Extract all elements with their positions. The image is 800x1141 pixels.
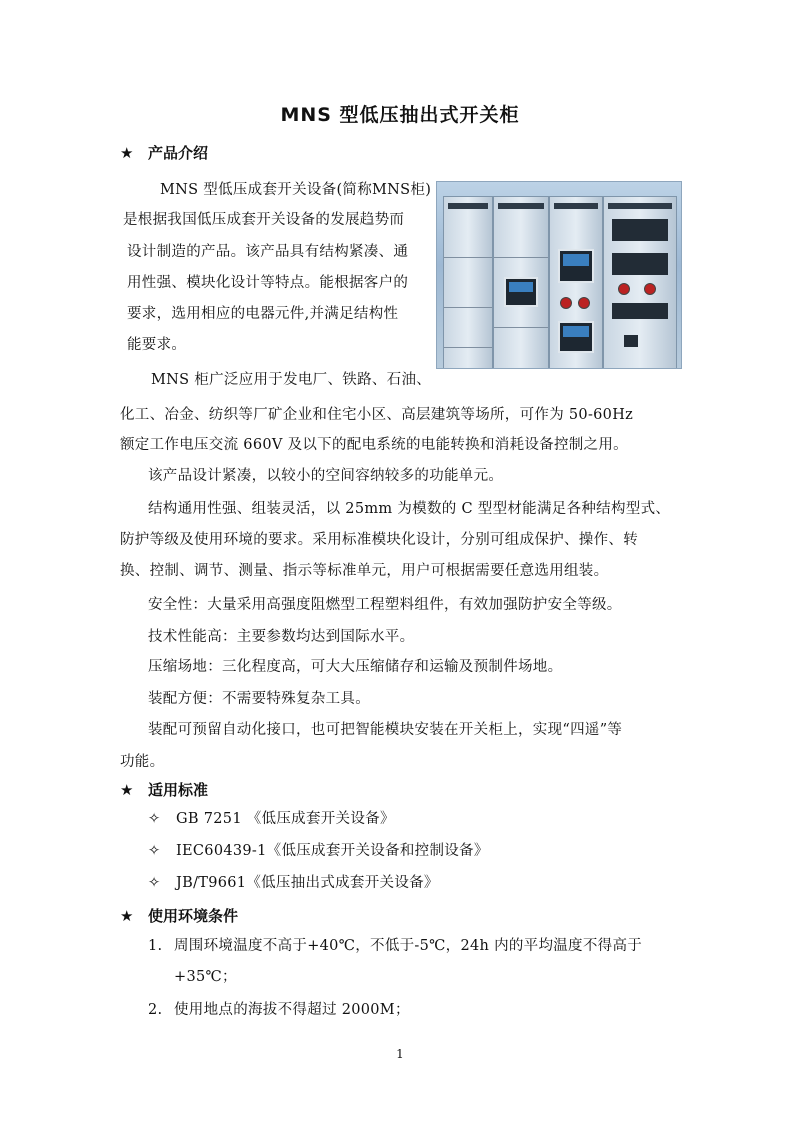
list-item-text: IEC60439-1《低压成套开关设备和控制设备》 [176,843,489,859]
switchgear-cabinet-photo [436,181,682,369]
page-title: MNS 型低压抽出式开关柜 [280,104,520,126]
item-text: +35℃； [174,969,237,985]
diamond-bullet-icon: ✧ [148,843,161,859]
control-module [612,303,668,319]
text-line: 要求，选用相应的电器元件,并满足结构性 [127,306,399,322]
text-line: 换、控制、调节、测量、指示等标准单元，用户可根据需要任意选用组装。 [120,563,609,579]
section-heading-label: 适用标准 [148,781,209,799]
text-line: 压缩场地：三化程度高，可大大压缩储存和运输及预制件场地。 [148,659,563,675]
section-heading-environment [120,905,238,926]
star-icon: ★ [120,781,134,799]
numbered-item [148,934,642,955]
cabinet-panel [443,196,493,369]
drawer-line [494,327,548,328]
list-item [148,871,439,892]
control-module [612,253,668,275]
section-heading-standards [120,779,208,800]
knob-icon [618,283,630,295]
drawer-line [444,307,492,308]
text-line: 装配可预留自动化接口，也可把智能模块安装在开关柜上，实现“四遥”等 [148,722,623,738]
knob-icon [578,297,590,309]
text-line: 用性强、模块化设计等特点。能根据客户的 [127,275,409,291]
text-line: 化工、冶金、纺织等厂矿企业和住宅小区、高层建筑等场所，可作为 50-60Hz [120,407,634,423]
star-icon: ★ [120,144,134,162]
list-item [148,807,395,828]
numbered-item [148,998,410,1019]
knob-icon [644,283,656,295]
text-line: 额定工作电压交流 660V 及以下的配电系统的电能转换和消耗设备控制之用。 [120,437,628,453]
item-text: 使用地点的海拔不得超过 2000M； [174,1002,410,1018]
drawer-line [444,347,492,348]
text-line: 技术性能高：主要参数均达到国际水平。 [148,629,415,645]
text-line: 装配方便：不需要特殊复杂工具。 [148,691,370,707]
item-number: 1. [148,938,163,954]
text-line: MNS 型低压成套开关设备(简称MNS柜) [160,182,432,198]
diamond-bullet-icon: ✧ [148,811,161,827]
cabinet-panel [493,196,549,369]
panel-header [554,203,598,209]
text-line: 该产品设计紧凑，以较小的空间容纳较多的功能单元。 [148,468,504,484]
meter-display [558,321,594,353]
item-number: 2. [148,1002,163,1018]
diamond-bullet-icon: ✧ [148,875,161,891]
panel-header [608,203,672,209]
meter-display [558,249,594,283]
numbered-item-continuation [174,965,237,986]
item-text: 周围环境温度不高于+40℃，不低于-5℃，24h 内的平均温度不得高于 [174,938,643,954]
section-heading-label: 产品介绍 [148,144,209,162]
drawer-line [444,257,492,258]
list-item-text: JB/T9661《低压抽出式成套开关设备》 [176,875,439,891]
section-heading-label: 使用环境条件 [148,907,239,925]
text-line: 功能。 [120,754,165,770]
list-item [148,839,489,860]
text-line: MNS 柜广泛应用于发电厂、铁路、石油、 [151,372,432,388]
control-module [612,219,668,241]
page-number: 1 [396,1047,404,1061]
cabinet-panel [603,196,677,369]
text-line: 结构通用性强、组装灵活，以 25mm 为模数的 C 型型材能满足各种结构型式、 [148,501,671,517]
text-line: 安全性：大量采用高强度阻燃型工程塑料组件，有效加强防护安全等级。 [148,597,622,613]
star-icon: ★ [120,907,134,925]
text-line: 设计制造的产品。该产品具有结构紧凑、通 [127,244,409,260]
text-line: 能要求。 [127,337,187,353]
cabinet-panel [549,196,603,369]
meter-display [504,277,538,307]
text-line: 是根据我国低压成套开关设备的发展趋势而 [123,212,405,228]
control-module [624,335,638,347]
list-item-text: GB 7251 《低压成套开关设备》 [176,811,395,827]
knob-icon [560,297,572,309]
text-line: 防护等级及使用环境的要求。采用标准模块化设计，分别可组成保护、操作、转 [120,532,638,548]
panel-header [448,203,488,209]
panel-header [498,203,544,209]
section-heading-intro [120,142,208,163]
drawer-line [494,257,548,258]
